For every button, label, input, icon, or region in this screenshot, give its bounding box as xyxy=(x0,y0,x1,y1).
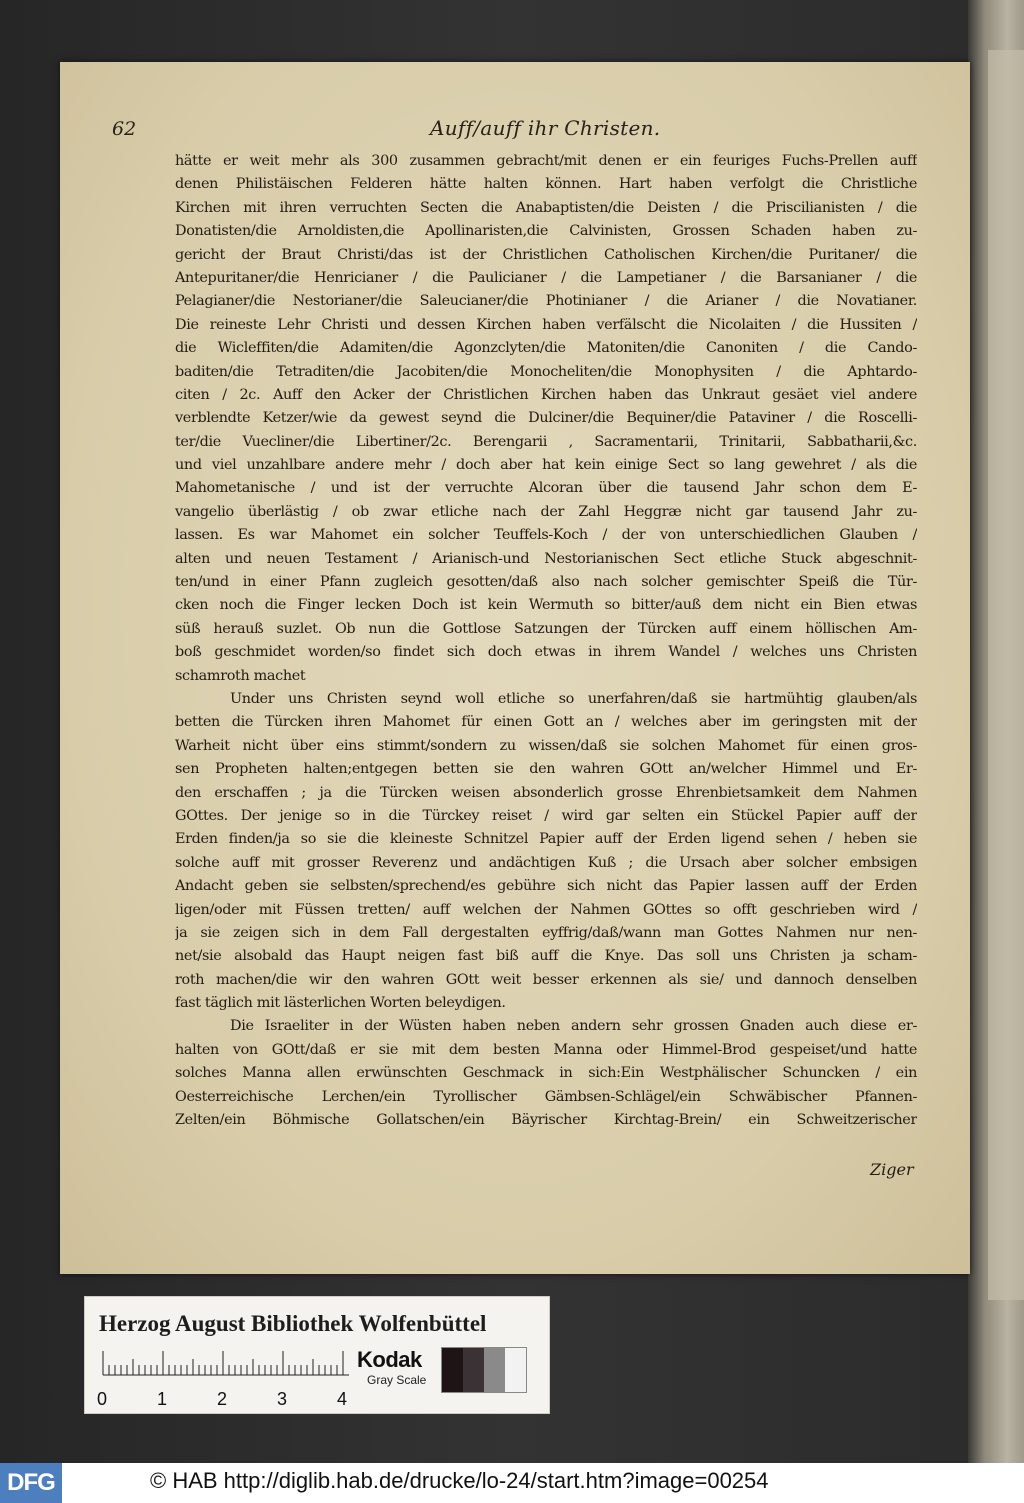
text-line: vangelio überlästig / ob zwar etliche nach der Zahl Heggræ nicht gar tausend Jahr zu- xyxy=(175,503,917,520)
text-line: Pelagianer/die Nestorianer/die Saleucianer/die Photinianer / die Arianer / die Novatianer. xyxy=(175,293,917,310)
text-line: die Wicleffiten/die Adamiten/die Agonzclyten/die Matoniten/die Canoniten / die Cando- xyxy=(175,340,917,357)
text-line: halten von GOtt/daß er sie mit dem besten Manna oder Himmel-Brod gespeiset/und hatte xyxy=(175,1041,917,1058)
text-line: ter/die Vuecliner/die Libertiner/2c. Berengarii , Sacramentarii, Trinitarii, Sabbatharii,&c. xyxy=(175,433,917,450)
text-line: Andacht geben sie selbsten/sprechend/es gebühre sich nicht das Papier lassen auff der Erden xyxy=(175,878,917,895)
text-line: lassen. Es war Mahomet ein solcher Teuffels-Koch / der von unterschiedlichen Glauben / xyxy=(175,527,917,544)
text-line: Erden finden/ja so sie die kleineste Schnitzel Papier auff der Erden ligend sehen / heben sie xyxy=(175,831,917,848)
text-line: GOttes. Der jenige so in die Türckey reiset / wird gar selten ein Stückel Papier auff der xyxy=(175,807,917,824)
catchword: Ziger xyxy=(870,1160,914,1179)
gray-patch xyxy=(442,1348,463,1392)
text-line: cken noch die Finger lecken Doch ist kein Wermuth so bitter/auß dem nicht ein Bien etwas xyxy=(175,597,917,614)
text-line: solche auff mit grosser Reverenz und andächtigen Kuß ; die Ursach aber solcher embsigen xyxy=(175,854,917,871)
ruler-label: 1 xyxy=(157,1389,168,1409)
adjacent-page-strip xyxy=(988,50,1024,1300)
text-line: betten die Türcken ihren Mahomet für einen Gott an / welches aber im geringsten mit der xyxy=(175,714,917,731)
text-line: fast täglich mit lästerlichen Worten beleydigen. xyxy=(175,995,506,1012)
kodak-logo-text: Kodak xyxy=(357,1347,422,1372)
gray-patch xyxy=(484,1348,505,1392)
gray-patch xyxy=(463,1348,484,1392)
library-name: Herzog August Bibliothek Wolfenbüttel xyxy=(99,1311,487,1336)
text-line: Warheit nicht über eins stimmt/sondern zu wissen/daß sie solchen Mahomet für einen gros- xyxy=(175,737,917,754)
text-line: Die reineste Lehr Christi und dessen Kirchen haben verfälscht die Nicolaiten / die Hussiten / xyxy=(175,316,917,333)
library-label-card xyxy=(84,1296,550,1414)
text-line: süß herauß suzlet. Ob nun die Gottlose Satzungen der Türcken auff einem höllischen Am- xyxy=(175,620,917,637)
text-line: den erschaffen ; ja die Türcken weisen absonderlich grosse Ehrenbietsamkeit dem Nahmen xyxy=(175,784,917,801)
text-line: schamroth machet xyxy=(175,667,306,684)
text-line: Kirchen mit ihren verruchten Secten die Anabaptisten/die Deisten / die Priscilianisten / die xyxy=(175,199,917,216)
text-line: net/sie alsobald das Haupt neigen fast biß auff die Knye. Das soll uns Christen ja scham- xyxy=(175,948,917,965)
text-line: ten/und in einer Pfann zugleich gesotten/daß also nach solcher gemischter Speiß die Tür- xyxy=(175,574,917,591)
text-line: roth machen/die wir den wahren GOtt weit besser erkennen als sie/ und dannoch denselben xyxy=(175,971,917,988)
text-line: Under uns Christen seynd woll etliche so unerfahren/daß sie hartmühtig glauben/als xyxy=(230,690,917,707)
text-line: Mahometanische / und ist der verruchte Alcoran über die tausend Jahr schon dem E- xyxy=(175,480,917,497)
gray-patch xyxy=(505,1348,526,1392)
text-line: Die Israeliter in der Wüsten haben neben andern sehr grossen Gnaden auch diese er- xyxy=(230,1018,917,1035)
page-number: 62 xyxy=(112,118,137,140)
text-line: boß geschmidet worden/so findet sich doch etwas in ihrem Wandel / welches uns Christen xyxy=(175,644,917,661)
text-line: solches Manna allen erwünschten Geschmack in sich:Ein Westphälischer Schuncken / ein xyxy=(175,1065,917,1082)
ruler-label: 4 xyxy=(337,1389,348,1409)
text-line: citen / 2c. Auff den Acker der Christlichen Kirchen haben das Unkraut gesäet viel andere xyxy=(175,386,917,403)
gray-scale-patches xyxy=(441,1347,527,1393)
text-line: denen Philistäischen Felderen hätte halten können. Hart haben verfolgt die Christliche xyxy=(175,176,917,193)
text-line: Antepuritaner/die Henricianer / die Paulicianer / die Lampetianer / die Barsanianer / die xyxy=(175,269,917,286)
footer-credit: © HAB http://diglib.hab.de/drucke/lo-24/start.htm?image=00254 xyxy=(150,1468,769,1493)
ruler-label: 2 xyxy=(217,1389,228,1409)
text-line: ligen/oder mit Füssen tretten/ auff welchen der Nahmen GOttes so offt geschrieben wird / xyxy=(175,901,917,918)
text-line: hätte er weit mehr als 300 zusammen gebracht/mit denen er ein feuriges Fuchs-Prellen auff xyxy=(175,153,917,169)
text-line: verblendte Ketzer/wie da gewest seynd die Dulciner/die Bequiner/die Pataviner / die Roscelli- xyxy=(175,410,917,427)
kodak-subtitle: Gray Scale xyxy=(367,1373,427,1387)
ruler-label: 0 xyxy=(97,1389,108,1409)
text-line: und viel unzahlbare andere mehr / doch aber hat kein einige Sect so lang gewehret / als die xyxy=(175,457,917,474)
text-line: Donatisten/die Arnoldisten,die Apollinaristen,die Calvinisten, Grossen Schaden haben zu- xyxy=(175,223,917,240)
text-line: sen Propheten halten;entgegen betten sie den wahren GOtt an/welcher Himmel und Er- xyxy=(175,761,917,778)
ruler-label: 3 xyxy=(277,1389,288,1409)
text-line: baditen/die Tetraditen/die Jacobiten/die Monocheliten/die Monophysiten / die Aphtardo- xyxy=(175,363,917,380)
running-head: Auff/auff ihr Christen. xyxy=(430,116,661,140)
body-text xyxy=(175,150,917,1132)
text-line: Zelten/ein Böhmische Gollatschen/ein Bäyrischer Kirchtag-Brein/ ein Schweitzerischer xyxy=(175,1112,917,1129)
text-line: ja sie zeigen sich in dem Fall dergestalten eyffrig/daß/wann man Gottes Nahmen nur nen- xyxy=(175,924,917,941)
text-line: alten und neuen Testament / Arianisch-und Nestorianischen Sect etliche Stuck abgeschnit- xyxy=(175,550,917,567)
dfg-logo: DFG xyxy=(0,1463,62,1503)
text-line: gericht der Braut Christi/das ist der Christlichen Catholischen Kirchen/die Puritaner/ die xyxy=(175,246,917,263)
text-line: Oesterreichische Lerchen/ein Tyrollischer Gämbsen-Schlägel/ein Schwäbischer Pfannen- xyxy=(175,1088,917,1105)
